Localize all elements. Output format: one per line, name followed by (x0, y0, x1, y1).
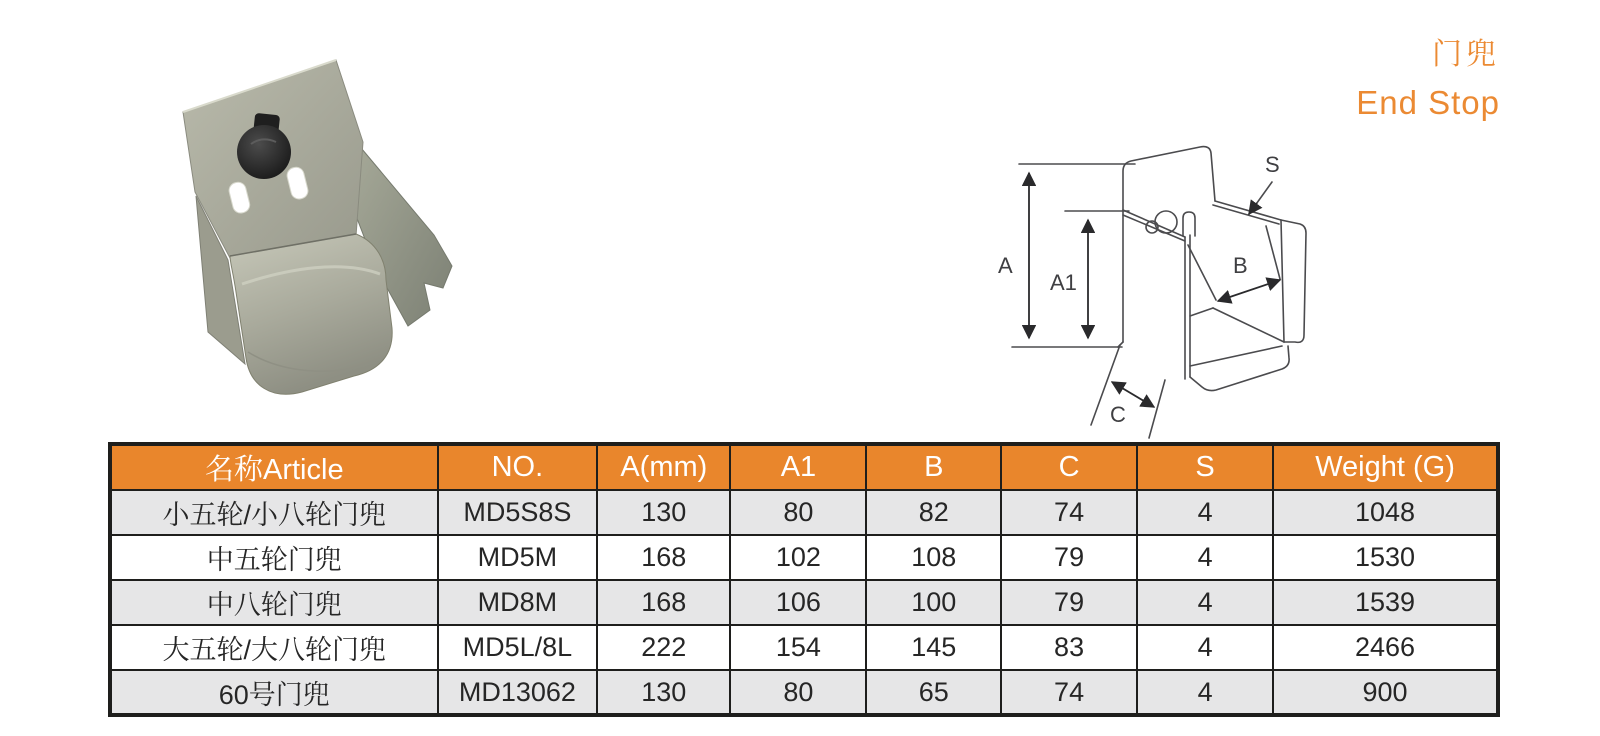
cell-c: 83 (1001, 625, 1137, 670)
cell-c: 74 (1001, 670, 1137, 715)
cell-article: 60号门兜 (110, 670, 438, 715)
cell-article: 中八轮门兜 (110, 580, 438, 625)
cell-a1: 80 (730, 490, 866, 535)
cell-a1: 154 (730, 625, 866, 670)
cell-article: 中五轮门兜 (110, 535, 438, 580)
dimension-diagram (950, 120, 1350, 440)
cell-b: 65 (866, 670, 1001, 715)
dimension-diagram-svg (950, 120, 1350, 440)
cell-a1: 106 (730, 580, 866, 625)
diagram-label-s: S (1265, 152, 1280, 177)
cell-no: MD5M (438, 535, 598, 580)
cell-b: 108 (866, 535, 1001, 580)
cell-weight: 1539 (1273, 580, 1498, 625)
cell-no: MD8M (438, 580, 598, 625)
header-cell-article: 名称Article (110, 444, 438, 490)
header-cell-no: NO. (438, 444, 598, 490)
table-row (110, 670, 1498, 715)
table-row (110, 625, 1498, 670)
cell-a1: 80 (730, 670, 866, 715)
cell-b: 82 (866, 490, 1001, 535)
cell-b: 145 (866, 625, 1001, 670)
cell-no: MD5L/8L (438, 625, 598, 670)
header-cell-c: C (1001, 444, 1137, 490)
cell-article: 小五轮/小八轮门兜 (110, 490, 438, 535)
cell-s: 4 (1137, 625, 1273, 670)
header-cell-a: A(mm) (597, 444, 730, 490)
cell-no: MD5S8S (438, 490, 598, 535)
cell-a: 168 (597, 535, 730, 580)
spec-table (108, 442, 1500, 717)
cell-weight: 1048 (1273, 490, 1498, 535)
table-row (110, 535, 1498, 580)
diagram-label-a1: A1 (1050, 270, 1077, 295)
cell-weight: 2466 (1273, 625, 1498, 670)
page-title (1356, 36, 1500, 123)
cell-b: 100 (866, 580, 1001, 625)
cell-a: 130 (597, 490, 730, 535)
page-title-chinese: 门兜 (1432, 38, 1500, 71)
cell-weight: 900 (1273, 670, 1498, 715)
diagram-label-c: C (1110, 402, 1126, 427)
header-cell-b: B (866, 444, 1001, 490)
cell-a: 130 (597, 670, 730, 715)
cell-article: 大五轮/大八轮门兜 (110, 625, 438, 670)
product-photo (150, 40, 490, 420)
diagram-label-a: A (998, 253, 1013, 278)
header-cell-s: S (1137, 444, 1273, 490)
table-row (110, 490, 1498, 535)
cell-c: 74 (1001, 490, 1137, 535)
cell-a1: 102 (730, 535, 866, 580)
cell-s: 4 (1137, 580, 1273, 625)
cell-s: 4 (1137, 490, 1273, 535)
end-stop-bracket-photo (150, 40, 490, 420)
header-cell-a1: A1 (730, 444, 866, 490)
cell-a: 168 (597, 580, 730, 625)
cell-a: 222 (597, 625, 730, 670)
page-title-english: End Stop (1356, 83, 1500, 121)
diagram-label-b: B (1233, 253, 1248, 278)
cell-c: 79 (1001, 535, 1137, 580)
cell-s: 4 (1137, 535, 1273, 580)
table-row (110, 580, 1498, 625)
header-cell-weight: Weight (G) (1273, 444, 1498, 490)
cell-c: 79 (1001, 580, 1137, 625)
cell-s: 4 (1137, 670, 1273, 715)
table-header-row (110, 444, 1498, 490)
cell-weight: 1530 (1273, 535, 1498, 580)
cell-no: MD13062 (438, 670, 598, 715)
